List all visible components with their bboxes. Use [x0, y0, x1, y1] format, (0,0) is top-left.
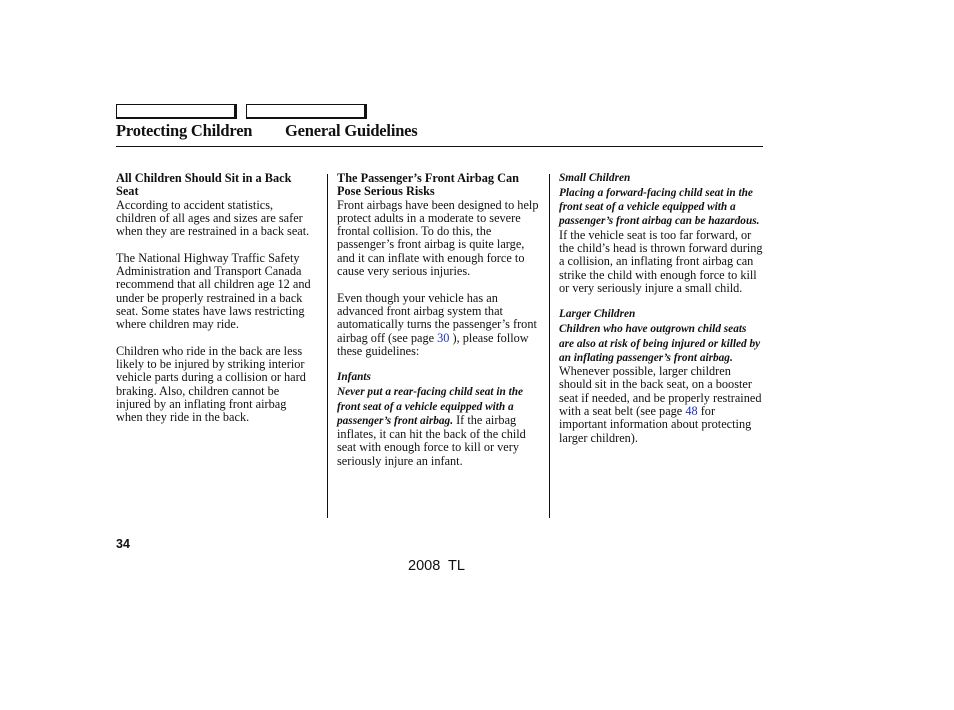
paragraph: Children who have outgrown child seats are also at risk of being injured or killed by an inflating passenger’s front airbag. Whenever possible, larger children should sit in the back seat, on a booster seat if needed, and be properly restrained with a seat belt (see page 48 for important information about protecting larger children). — [559, 323, 762, 445]
section-title: Protecting Children — [116, 121, 253, 140]
page-link-30[interactable]: 30 — [437, 330, 450, 345]
column-divider — [327, 174, 328, 518]
column-children-sizes — [559, 172, 763, 458]
warning-text: Placing a forward-facing child seat in the front seat of a vehicle equipped with a passenger’s front airbag can be hazardous. — [559, 186, 760, 228]
heading-front-airbag: The Passenger’s Front Airbag Can Pose Serious Risks — [337, 171, 519, 199]
subheading-small-children: Small Children — [559, 172, 631, 184]
subheading-larger-children: Larger Children — [559, 308, 636, 321]
warning-text: Never put a rear-facing child seat in the front seat of a vehicle equipped with a passenger’s front airbag. — [337, 386, 524, 427]
nav-tab-previous-section[interactable] — [116, 104, 237, 119]
page-number: 34 — [116, 537, 130, 551]
page-link-48[interactable]: 48 — [685, 404, 698, 419]
column-divider — [549, 174, 550, 518]
heading-back-seat: All Children Should Sit in a Back Seat — [116, 171, 292, 199]
column-back-seat — [116, 172, 316, 438]
model-footer: 2008 TL — [408, 558, 465, 574]
subheading-infants: Infants — [337, 371, 371, 384]
paragraph: Placing a forward-facing child seat in the front seat of a vehicle equipped with a passenger’s front airbag can be hazardous. If the vehicle seat is too far forward, or the child’s head is thrown forward during a collision, an inflating front airbag can strike the child with enough force to kill or very seriously injure a small child. — [559, 186, 763, 295]
warning-text: Children who have outgrown child seats are also at risk of being injured or killed by an inflating passenger’s front airbag. — [559, 323, 761, 364]
paragraph: Front airbags have been designed to help protect adults in a moderate to severe frontal collision. To do this, the passenger’s front airbag is quite large, and it can inflate with enough force to cause very serious injuries. — [337, 197, 539, 279]
nav-tab-current-section[interactable] — [246, 104, 367, 119]
paragraph: The National Highway Traffic Safety Administration and Transport Canada recommend that all children age 12 and under be properly restrained in a back seat. Some states have laws restricting where children may ride. — [116, 250, 311, 332]
column-front-airbag — [337, 172, 543, 481]
paragraph: Even though your vehicle has an advanced front airbag system that automatically turns the passenger’s front airbag off (see page 30 ), please follow these guidelines: — [337, 290, 537, 358]
subsection-title: General Guidelines — [285, 121, 418, 140]
paragraph: According to accident statistics, children of all ages and sizes are safer when they are restrained in a back seat. — [116, 197, 310, 239]
paragraph: Children who ride in the back are less likely to be injured by striking interior vehicle parts during a collision or hard braking. Also, children cannot be injured by an inflating front airbag when they ride in the back. — [116, 343, 306, 425]
header-rule — [116, 146, 763, 147]
paragraph: Never put a rear-facing child seat in the front seat of a vehicle equipped with a passenger’s front airbag. If the airbag inflates, it can hit the back of the child seat with enough force to kill or very seriously injure an infant. — [337, 386, 526, 468]
